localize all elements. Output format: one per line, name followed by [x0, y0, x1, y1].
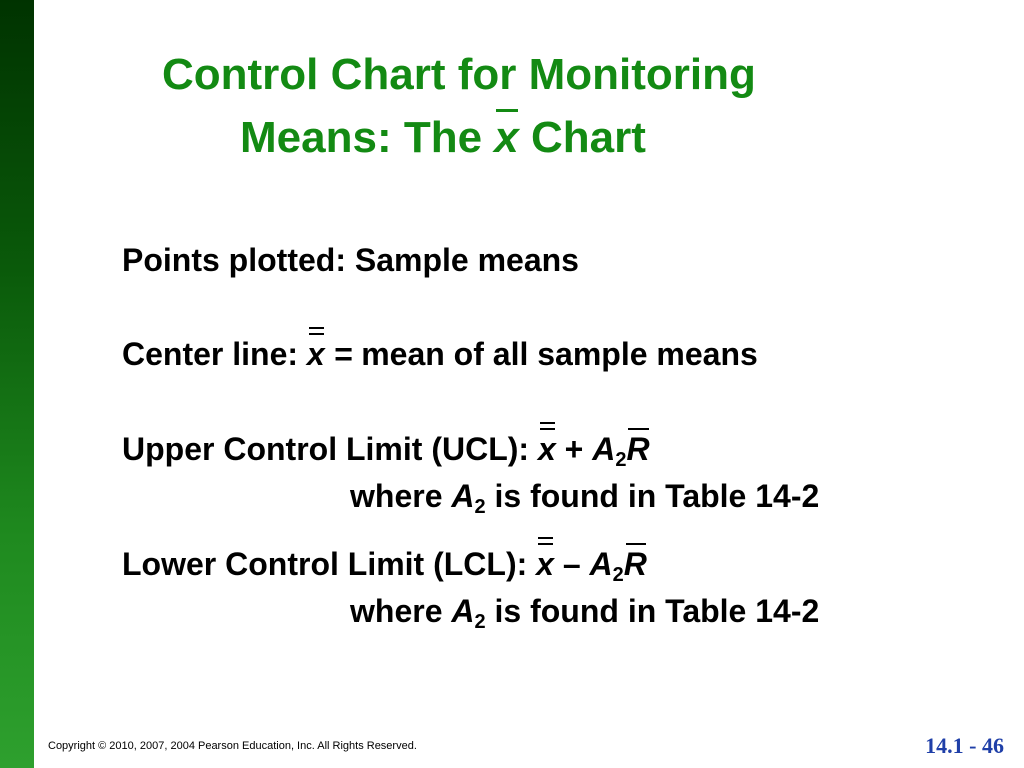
plus-operator: +: [555, 431, 593, 467]
side-decor-bar: [0, 0, 34, 768]
lcl-label: Lower Control Limit (LCL):: [122, 546, 537, 582]
center-line-text: [122, 338, 758, 370]
r-bar-symbol: R: [626, 431, 650, 467]
x-double-bar-symbol: x: [536, 546, 554, 582]
where-rest: is found in Table 14-2: [485, 593, 820, 629]
ucl-formula: [122, 431, 650, 471]
title-line-2-prefix: Means: The: [240, 113, 495, 162]
center-line-label: Center line:: [122, 336, 307, 372]
copyright-text: Copyright © 2010, 2007, 2004 Pearson Education, Inc. All Rights Reserved.: [48, 740, 417, 752]
points-plotted-text: Points plotted: Sample means: [122, 242, 579, 278]
where-rest: is found in Table 14-2: [485, 478, 820, 514]
x-double-bar-symbol: x: [537, 431, 556, 467]
where-word: where: [350, 478, 452, 514]
a-symbol: A: [592, 431, 616, 467]
where-word: where: [350, 593, 452, 629]
r-bar-symbol: R: [623, 546, 647, 582]
ucl-where-note: [350, 478, 820, 518]
a-subscript: 2: [474, 496, 486, 518]
x-double-bar-symbol: x: [306, 336, 325, 372]
equals-sign: =: [324, 336, 362, 372]
ucl-label: Upper Control Limit (UCL):: [122, 431, 538, 467]
a-symbol: A: [451, 478, 475, 514]
center-line-description: mean of all sample means: [361, 336, 758, 372]
title-line-2-suffix: Chart: [518, 113, 646, 162]
a-subscript: 2: [474, 611, 486, 633]
a-symbol: A: [451, 593, 475, 629]
slide-number: 14.1 - 46: [925, 733, 1004, 758]
lcl-formula: [122, 546, 647, 586]
minus-operator: –: [553, 546, 590, 582]
a-subscript: 2: [615, 449, 627, 471]
a-symbol: A: [589, 546, 613, 582]
a-subscript: 2: [612, 564, 624, 586]
title-line-2: [240, 113, 646, 162]
lcl-where-note: [350, 593, 820, 633]
title-line-1: Control Chart for Monitoring: [162, 50, 756, 99]
x-bar-symbol: x: [494, 113, 519, 162]
